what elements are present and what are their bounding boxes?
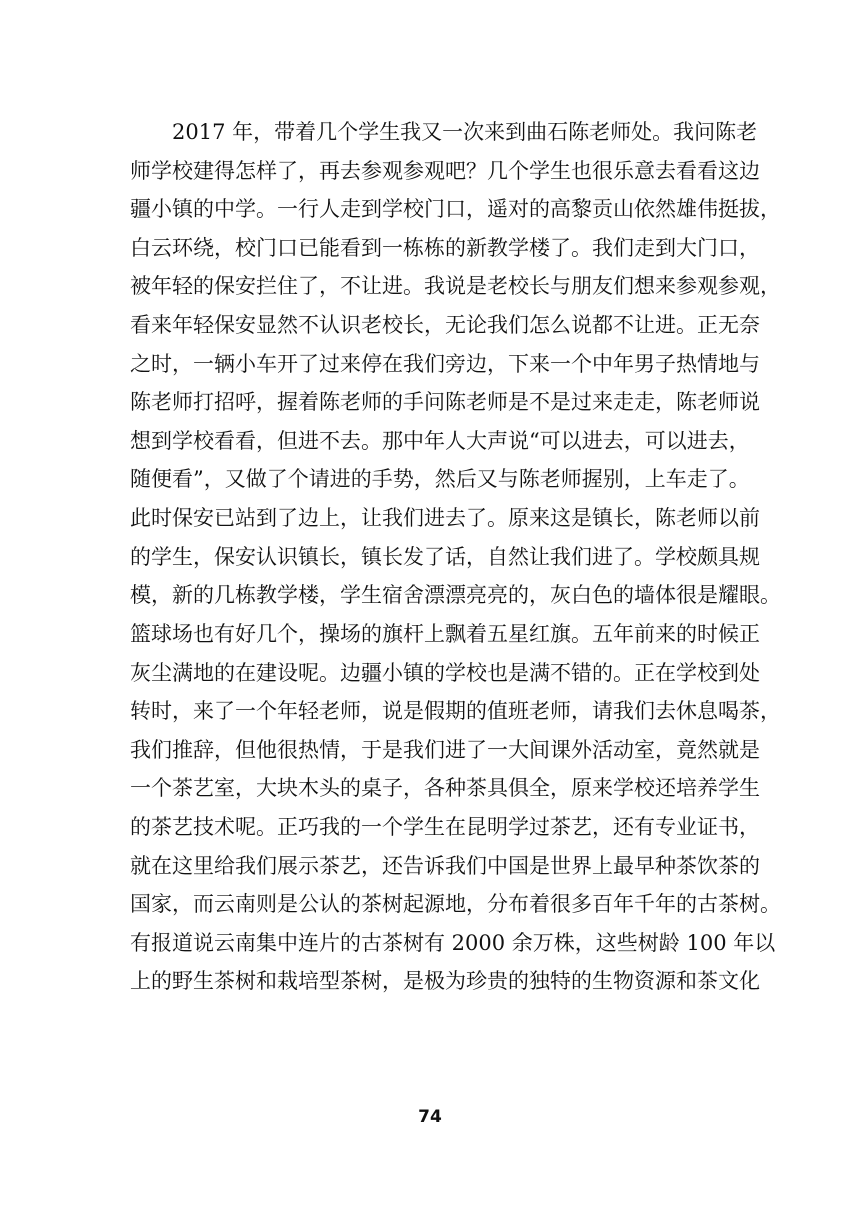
text-line: 想到学校看看，但进不去。那中年人大声说“可以进去，可以进去， (130, 428, 750, 453)
text-line: 的学生，保安认识镇长，镇长发了话，自然让我们进了。学校颇具规 (130, 544, 760, 569)
text-line: 疆小镇的中学。一行人走到学校门口，遥对的高黎贡山依然雄伟挺拔， (130, 197, 781, 222)
page-number: 74 (418, 1107, 442, 1127)
text-line: 被年轻的保安拦住了，不让进。我说是老校长与朋友们想来参观参观， (130, 274, 781, 299)
text-line: 上的野生茶树和栽培型茶树，是极为珍贵的独特的生物资源和茶文化 (130, 969, 760, 994)
text-line: 的茶艺技术呢。正巧我的一个学生在昆明学过茶艺，还有专业证书， (130, 814, 760, 839)
text-line: 随便看”，又做了个请进的手势，然后又与陈老师握别，上车走了。 (130, 467, 750, 492)
text-line: 转时，来了一个年轻老师，说是假期的值班老师，请我们去休息喝茶， (130, 699, 781, 724)
text-line: 灰尘满地的在建设呢。边疆小镇的学校也是满不错的。正在学校到处 (130, 660, 760, 685)
text-line: 此时保安已站到了边上，让我们进去了。原来这是镇长，陈老师以前 (130, 506, 760, 531)
text-line: 有报道说云南集中连片的古茶树有 2000 余万株，这些树龄 100 年以 (130, 930, 776, 955)
text-line: 之时，一辆小车开了过来停在我们旁边，下来一个中年男子热情地与 (130, 351, 760, 376)
text-line: 白云环绕，校门口已能看到一栋栋的新教学楼了。我们走到大门口， (130, 235, 760, 260)
text-line: 师学校建得怎样了，再去参观参观吧？几个学生也很乐意去看看这边 (130, 158, 760, 183)
text-line: 我们推辞，但他很热情，于是我们进了一大间课外活动室，竟然就是 (130, 737, 760, 762)
text-line: 篮球场也有好几个，操场的旗杆上飘着五星红旗。五年前来的时候正 (130, 621, 760, 646)
body-paragraph (130, 113, 781, 1001)
text-line: 模，新的几栋教学楼，学生宿舍漂漂亮亮的，灰白色的墙体很是耀眼。 (130, 583, 781, 608)
text-line: 一个茶艺室，大块木头的桌子，各种茶具俱全，原来学校还培养学生 (130, 776, 760, 801)
text-line: 国家，而云南则是公认的茶树起源地，分布着很多百年千年的古茶树。 (130, 892, 781, 917)
text-line: 看来年轻保安显然不认识老校长，无论我们怎么说都不让进。正无奈 (130, 313, 760, 338)
text-line: 就在这里给我们展示茶艺，还告诉我们中国是世界上最早种茶饮茶的 (130, 853, 760, 878)
text-line: 2017 年，带着几个学生我又一次来到曲石陈老师处。我问陈老 (172, 120, 758, 144)
text-line: 陈老师打招呼，握着陈老师的手问陈老师是不是过来走走，陈老师说 (130, 390, 760, 415)
